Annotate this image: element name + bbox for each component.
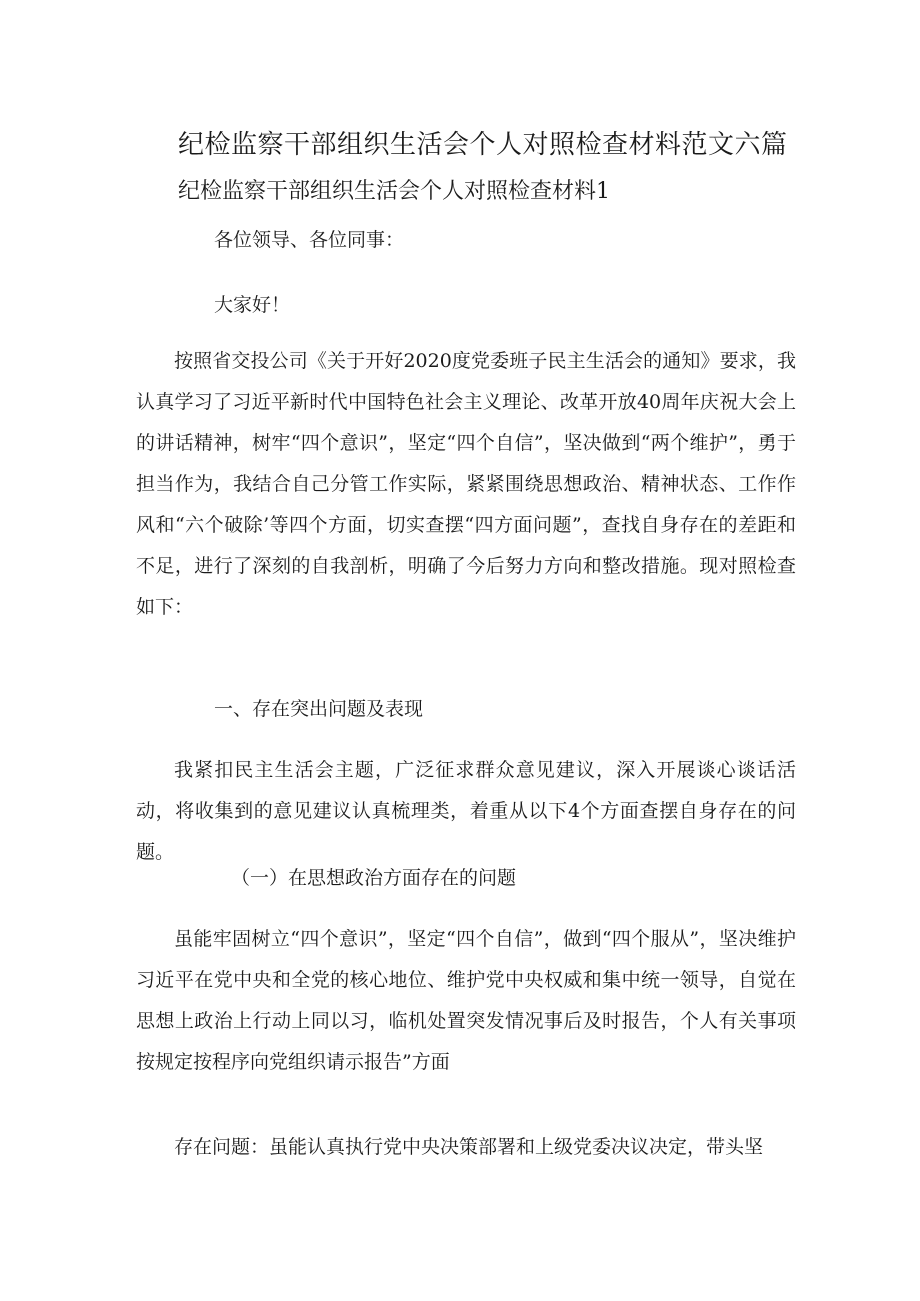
document-title: 纪检监察干部组织生活会个人对照检查材料范文六篇 — [178, 130, 788, 160]
intro-paragraph: 按照省交投公司《关于开好2020度党委班子民主生活会的通知》要求，我认真学习了习近平新时代中国特色社会主义理论、改革开放40周年庆祝大会上的讲话精神，树牢“四个意识”，坚定“四个自信”，坚决做到“两个维护”，勇于担当作为，我结合自己分管工作实际，紧紧围绕思想政治、精神状态、工作作风和“六个破除’等四个方面，切实查摆“四方面问题”，查找自身存在的差距和不足，进行了深刻的自我剖析，明确了今后努力方向和整改措施。现对照检查如下： — [136, 350, 796, 618]
hello-line: 大家好！ — [214, 294, 291, 316]
subsection-heading: （一）在思想政治方面存在的问题 — [231, 867, 517, 889]
document-subtitle: 纪检监察干部组织生活会个人对照检查材料1 — [178, 179, 610, 204]
greeting-line: 各位领导、各位同事： — [214, 229, 405, 251]
section-heading: 一、存在突出问题及表现 — [214, 698, 424, 720]
subsection-paragraph: 虽能牢固树立“四个意识”，坚定“四个自信”，做到“四个服从”，坚决维护习近平在党中央和全党的核心地位、维护党中央权威和集中统一领导，自觉在思想上政治上行动上同以习，临机处置突发情况事后及时报告，个人有关事项按规定按程序向党组织请示报告”方面 — [136, 928, 796, 1073]
problem-paragraph: 存在问题：虽能认真执行党中央决策部署和上级党委决议决定，带头坚 — [174, 1136, 764, 1158]
section-paragraph: 我紧扣民主生活会主题，广泛征求群众意见建议，深入开展谈心谈话活动，将收集到的意见建议认真梳理类，着重从以下4个方面查摆自身存在的问题。 — [136, 759, 796, 863]
